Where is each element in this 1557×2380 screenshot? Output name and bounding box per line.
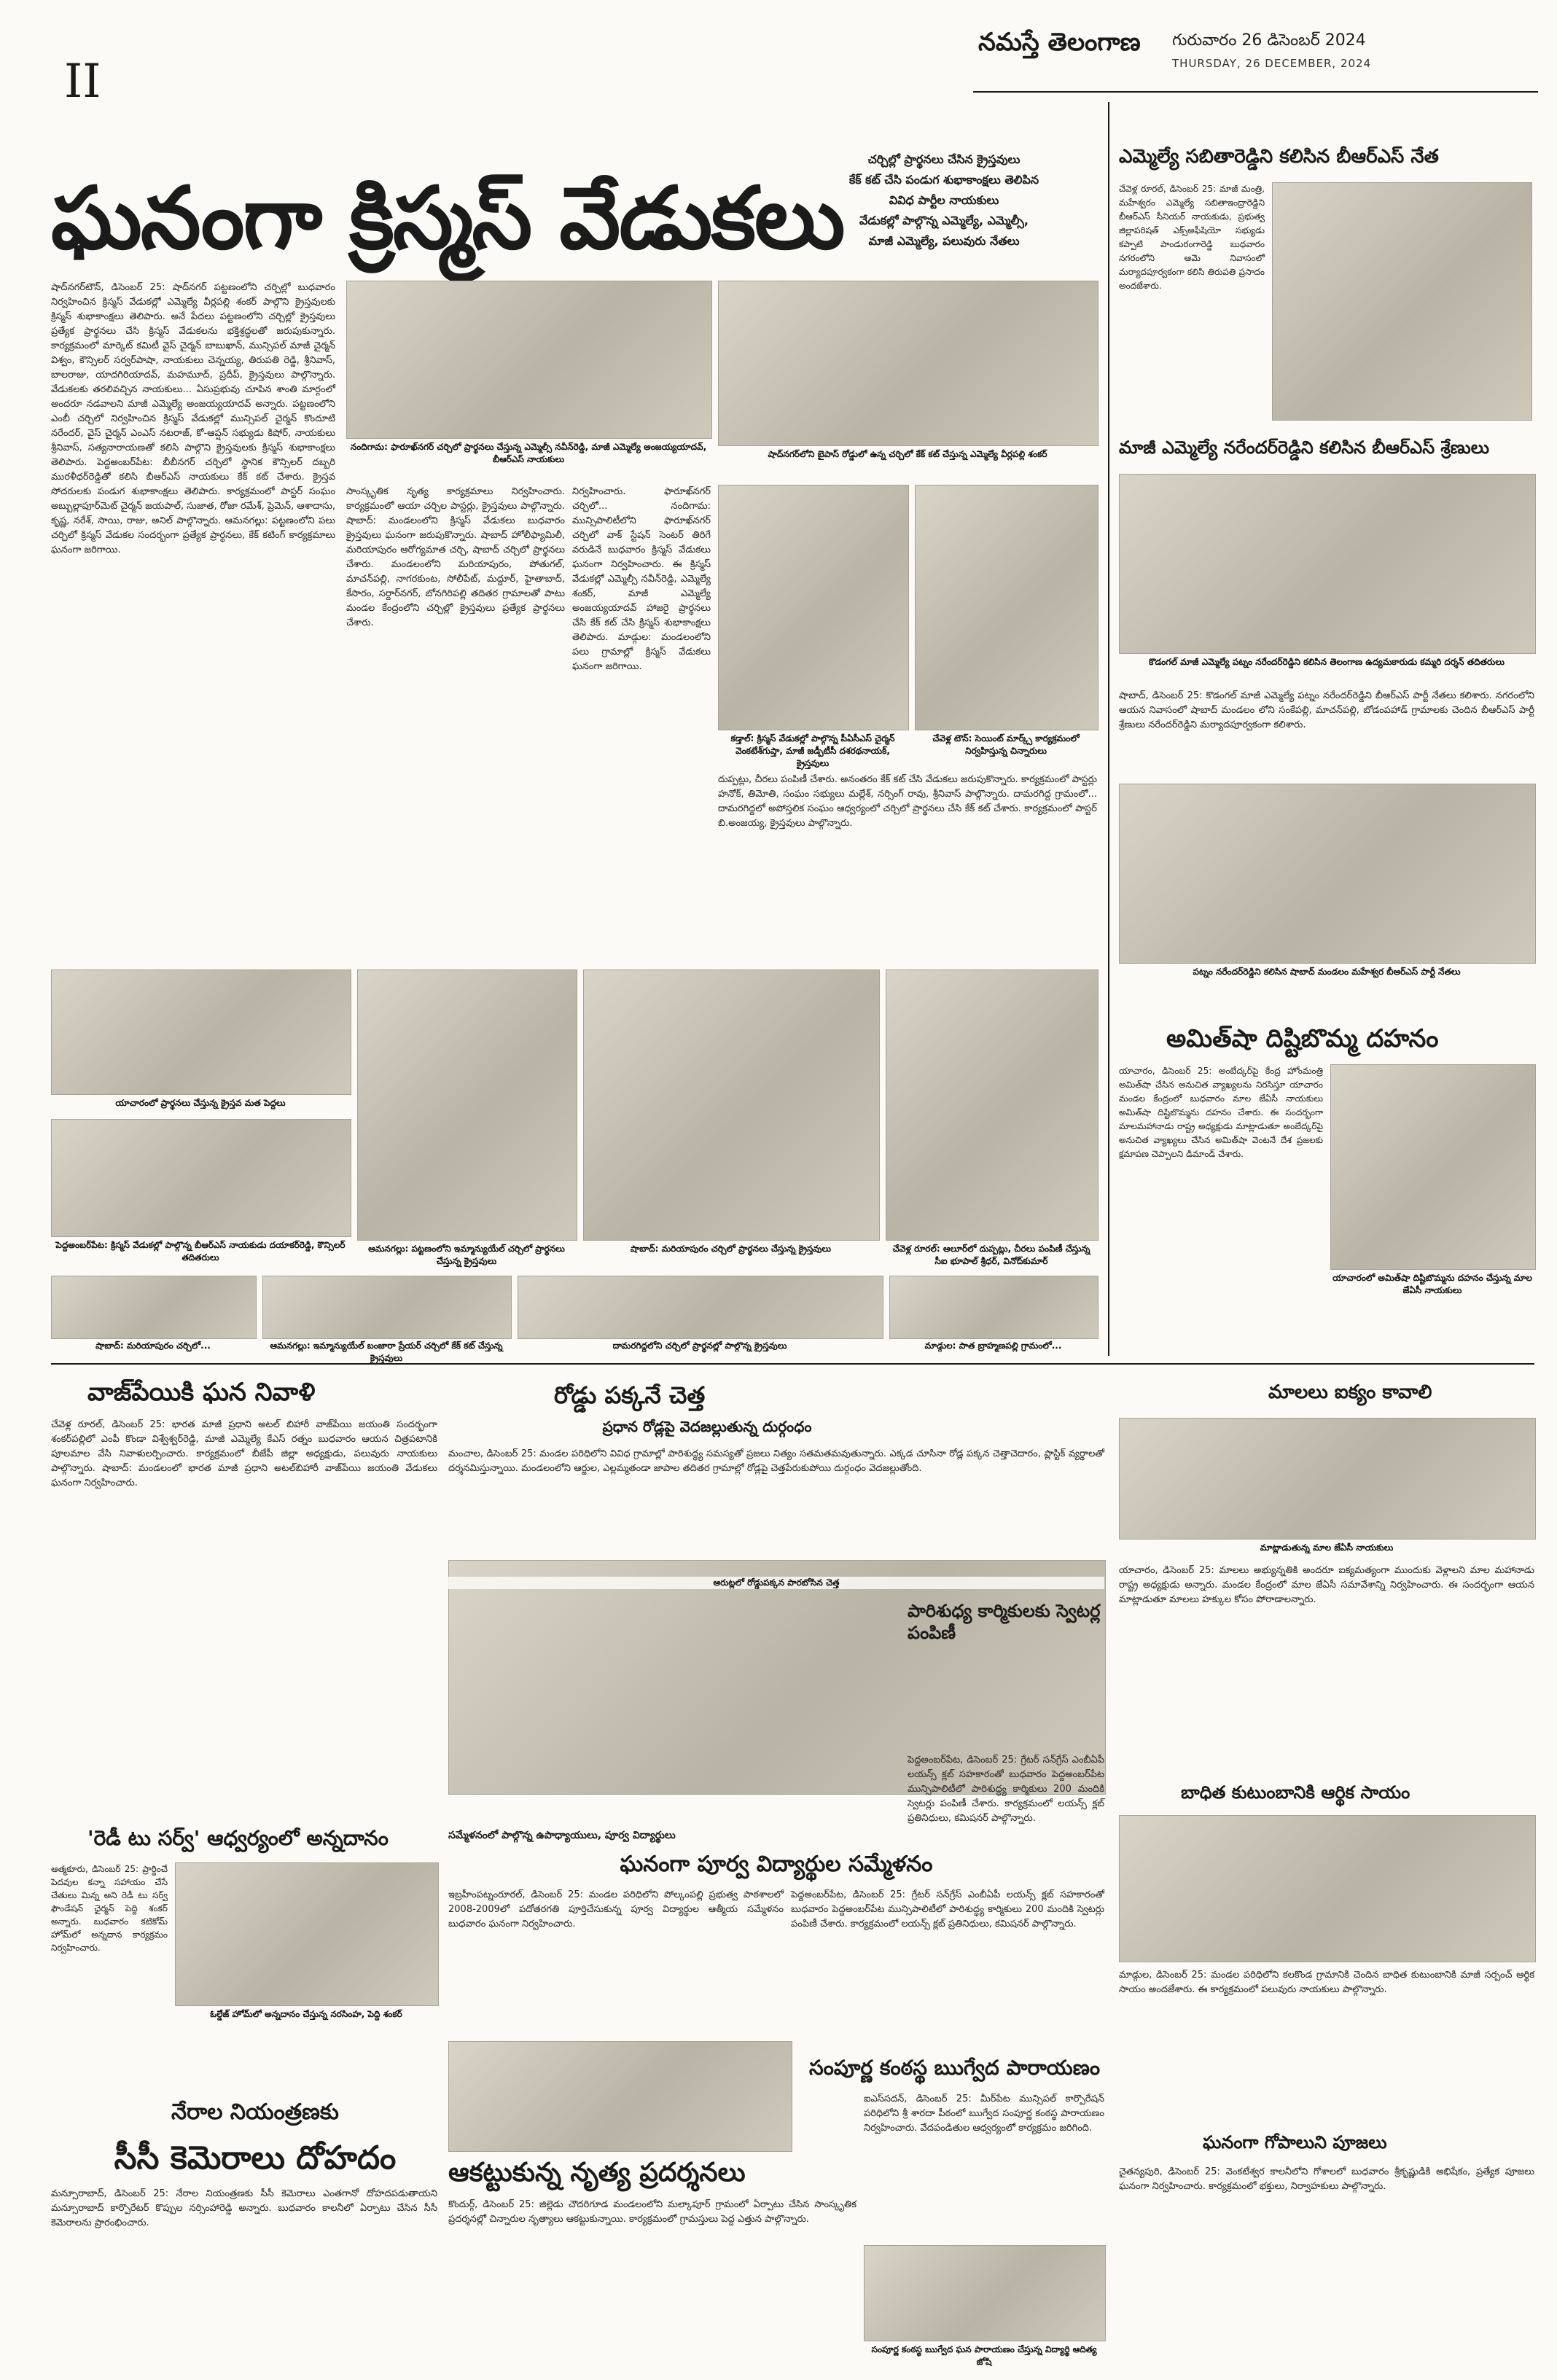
- photo-mariyapuram: [51, 1276, 257, 1339]
- main-deck: [798, 149, 1090, 251]
- photo-madgula: [889, 1276, 1099, 1339]
- deck-line: మాజీ ఎమ్మెల్యే, పలువురు నేతలు: [868, 234, 1020, 248]
- story-head-dance: ఆకట్టుకున్న నృత్య ప్రదర్శనలు: [448, 2158, 746, 2188]
- deck-line: వివిధ పార్టీల నాయకులు: [889, 193, 999, 207]
- deck-line: కేక్ కట్ చేసి పండుగ శుభాకాంక్షలు తెలిపిన: [848, 173, 1039, 187]
- photo-caption: యాచారంలో అమిత్‌షా దిష్టిబొమ్మను దహనం చేస్తున్న మాల జేఏసీ నాయకులు: [1332, 1273, 1532, 1295]
- photo-caption: పెద్దఅంబర్‌పేట: క్రిస్మస్ వేడుకల్లో పాల్గొన్న బీఆర్‌ఎస్ నాయకుడు దయాకర్‌రెడ్డి, కౌన్సిలర్ తదితరులు: [55, 1240, 346, 1263]
- photo-caption: షాబాద్: మరియాపురం చర్చిలో...: [95, 1341, 211, 1351]
- main-story-col4: దుప్పట్లు, చీరలు పంపిణీ చేశారు. అనంతరం కేక్ కట్ చేసి వేడుకలు జరుపుకొన్నారు. కార్యక్రమంలో పాస్టర్లు హనోక్, తిమోతి, సంఘం సభ్యులు మల్లేశ్, నర్సింగ్ రావు, శ్రీనివాస్ పాల్గొన్నారు. దామరగిద్ద గ్రామంలో... దామరగిద్దలో అపోస్తలిక సంఘం ఆధ్వర్యంలో చర్చిలో ప్రార్థనలు చేసి కేక్ కట్ చేశారు. కార్యక్రమంలో పాస్టర్ బి.అంజయ్య, క్రైస్తవులు పాల్గొన్నారు.: [718, 774, 1097, 829]
- photo-yacharam: [51, 969, 351, 1095]
- photo-caption: నందిగామ: ఫారూఖ్‌నగర్ చర్చిలో ప్రార్థనలు చేస్తున్న ఎమ్మెల్సీ నవీన్‌రెడ్డి, మాజీ ఎమ్మెల్యే అంజయ్యయాదవ్, బీఆర్‌ఎస్ నాయకులు: [350, 442, 707, 464]
- story-text-malalu: యాచారం, డిసెంబర్ 25: మాలలు అభ్యున్నతికి అందరూ ఐక్యమత్యంగా ముందుకు వెళ్లాలని మాల మహానాడు రాష్ట్ర అధ్యక్షుడు అన్నారు. మండల కేంద్రంలో మాల జేఏసీ సమావేశాన్ని నిర్వహించారు. ఈ సందర్భంగా ఆయన మాట్లాడుతూ మాలలు హక్కుల కోసం పోరాడాలన్నారు.: [1119, 1565, 1534, 1605]
- page-number: II: [64, 55, 101, 109]
- story-text-readytoserve: ఆత్మకూరు, డిసెంబర్ 25: ప్రార్థించే పెదవుల కన్నా సహాయం చేసే చేతులు మిన్న అని రెడీ టు సర్వ్ ఫౌండేషన్ ఛైర్మన్ పెద్ది శంకర్ అన్నారు. బుధవారం కటికోమ్‌ హోమ్‌లో అన్నదాన కార్యక్రమం నిర్వహించారు.: [51, 1864, 168, 1953]
- photo-baadhita: [1119, 1815, 1536, 1962]
- date-telugu: గురువారం 26 డిసెంబర్ 2024: [1172, 31, 1366, 50]
- story-head-veda: సంపూర్ణ కంఠస్థ ఋగ్వేద పారాయణం: [809, 2056, 1101, 2080]
- date-english: THURSDAY, 26 DECEMBER, 2024: [1172, 57, 1372, 70]
- section-rule: [51, 1363, 1534, 1365]
- story-head-gonala: ఘనంగా గోపాలుని పూజలు: [1203, 2132, 1387, 2153]
- header-rule: [973, 91, 1538, 93]
- photo-peddaamberpet: [51, 1119, 351, 1237]
- photo-caption: దామరగిద్దలోని చర్చిలో ప్రార్థనల్లో పాల్గొన్న క్రైస్తవులు: [612, 1341, 787, 1351]
- deck-line: వేడుకల్లో పాల్గొన్న ఎమ్మెల్యే, ఎమ్మెల్సీ,: [859, 214, 1029, 227]
- photo-caption: చేవెళ్ల రూరల్: ఆలూర్‌లో దుప్పట్లు, చీరలు పంపిణీ చేస్తున్న సీఐ భూపాల్ శ్రీధర్, వినోద్‌కుమార్: [892, 1244, 1090, 1266]
- photo-caption: ఆమనగల్లు: పట్టణంలోని ఇమ్మాన్యుయేల్ చర్చిలో ప్రార్థనలు చేస్తున్న క్రైస్తవులు: [368, 1244, 565, 1266]
- photo-kadthal: [718, 485, 909, 730]
- photo-chevella-rural: [886, 969, 1099, 1241]
- masthead: నమస్తే తెలంగాణ: [978, 28, 1141, 57]
- story-head-vajpayee: వాజ్‌పేయికి ఘన నివాళి: [87, 1378, 316, 1407]
- story-text-veda: ఐఎస్‌సదన్, డిసెంబర్ 25: మీర్‌పేట మున్సిపల్ కార్పొరేషన్ పరిధిలోని శ్రీ శారదా పీఠంలో ఋగ్వేద సంపూర్ణ కంఠస్థ పారాయణం నిర్వహించారు. వేదపండితుల ఆధ్వర్యంలో కార్యక్రమం జరిగింది.: [864, 2094, 1104, 2134]
- photo-caption: మాడ్గుల: పాత బ్రాహ్మణపల్లి గ్రామంలో...: [924, 1341, 1062, 1351]
- story-head-cc: సీసీ కెమెరాలు దోహదం: [114, 2139, 397, 2177]
- story-head-amitshah: అమిత్‌షా దిష్టిబొమ్మ దహనం: [1166, 1024, 1439, 1053]
- story-head-narender: మాజీ ఎమ్మెల్యే నరేందర్‌రెడ్డిని కలిసిన బీఆర్‌ఎస్ శ్రేణులు: [1119, 437, 1490, 458]
- main-headline: ఘనంగా క్రిస్మస్ వేడుకలు: [51, 168, 844, 268]
- story-head-readytoserve: 'రెడీ టు సర్వ్' ఆధ్వర్యంలో అన్నదానం: [87, 1826, 389, 1850]
- story-text-amitshah: యాచారం, డిసెంబర్ 25: అంబేద్కర్‌పై కేంద్ర హోంమంత్రి అమిత్‌షా చేసిన అనుచిత వ్యాఖ్యలను నిరసిస్తూ యాచారం మండల కేంద్రంలో బుధవారం మాల జేఏసీ నాయకులు అమిత్‌షా దిష్టిబొమ్మను దహనం చేశారు. ఈ సందర్భంగా మాలమహానాడు రాష్ట్ర అధ్యక్షుడు మాట్లాడుతూ అంబేద్కర్‌పై అనుచిత వ్యాఖ్యలు చేసిన అమిత్‌షా వెంటనే దేశ ప్రజలకు క్షమాపణ చెప్పాలని డిమాండ్ చేశారు.: [1119, 1066, 1323, 1159]
- alumni-kicker: సమ్మేళనంలో పాల్గొన్న ఉపాధ్యాయులు, పూర్వ విద్యార్థులు: [448, 1830, 676, 1841]
- story-text-narender: షాబాద్, డిసెంబర్ 25: కొడంగల్ మాజీ ఎమ్మెల్యే పట్నం నరేందర్‌రెడ్డిని బీఆర్‌ఎస్ పార్టీ నేతలు కలిశారు. నగరంలోని ఆయన నివాసంలో షాబాద్ మండలం లోని సంకేపల్లి, మాచన్‌పల్లి, బోడంపహాడ్ గ్రామాలకు చెందిన బీఆర్‌ఎస్ పార్టీ శ్రేణులు నరేందర్‌రెడ్డిని మర్యాదపూర్వకంగా కలిశారు.: [1119, 690, 1534, 730]
- photo-caption: ఓల్డేజ్ హోమ్‌లో అన్నదానం చేస్తున్న నరసింహ, పెద్ది శంకర్: [210, 2009, 402, 2019]
- story-text-dance: కొందుర్గ్, డిసెంబర్ 25: జిల్లెడు చౌదరిగూడ మండలంలోని మల్కాపూర్ గ్రామంలో ఏర్పాటు చేసిన సాంస్కృతిక ప్రదర్శనల్లో చిన్నారుల నృత్యాలు ఆకట్టుకున్నాయి. కార్యక్రమంలో గ్రామస్తులు పెద్ద ఎత్తున పాల్గొన్నారు.: [448, 2199, 856, 2225]
- story-text-baadhita: మాడ్గుల, డిసెంబర్ 25: మండల పరిధిలోని కలకొండ గ్రామానికి చెందిన బాధిత కుటుంబానికి మాజీ సర్పంచ్ ఆర్థిక సాయం అందజేశారు. ఈ కార్యక్రమంలో పలువురు నాయకులు పాల్గొన్నారు.: [1119, 1970, 1534, 1995]
- photo-caption: చేవెళ్ల టౌన్: సెయింట్ మార్క్స్ కార్యక్రమంలో నిర్వహిస్తున్న చిన్నారులు: [932, 733, 1080, 756]
- column-divider: [1108, 102, 1109, 1356]
- story-head-sabitha: ఎమ్మెల్యే సబితారెడ్డిని కలిసిన బీఆర్‌ఎస్ నేత: [1119, 146, 1439, 168]
- photo-nandigama: [346, 281, 712, 439]
- story-head-malalu: మాలలు ఐక్యం కావాలి: [1268, 1381, 1432, 1403]
- photo-shabad: [583, 969, 880, 1241]
- story-head-baadhita: బాధిత కుటుంబానికి ఆర్థిక సాయం: [1181, 1782, 1410, 1803]
- photo-caption: కొడంగల్ మాజీ ఎమ్మెల్యే పట్నం నరేందర్‌రెడ్డిని కలిసిన తెలంగాణ ఉద్యమకారుడు కమ్మరి దర్శన్ తదితరులు: [1149, 657, 1505, 667]
- story-sub-road: ప్రధాన రోడ్లపై వెదజల్లుతున్న దుర్గంధం: [602, 1418, 812, 1435]
- main-story-col3: నిర్వహించారు. ఫారూఖ్‌నగర్ చర్చిలో... నందిగామ: మున్సిపాలిటీలోని ఫారూఖ్‌నగర్ చర్చిలో వాక్ స్టేషన్ సెంటర్‌ తిరిగే వరుడినే బుధవారం క్రిస్మస్ వేడుకలు ఘనంగా నిర్వహించారు. ఈ క్రిస్మస్ వేడుకల్లో ఎమ్మెల్సీ నవీన్‌రెడ్డి, ఎమ్మెల్యే శంకర్, మాజీ ఎమ్మెల్యే అంజయ్యయాదవ్ హాజరై ప్రార్థనలు చేసి కేక్ కట్ చేసి క్రిస్మస్ శుభాకాంక్షలు తెలిపారు. మాడ్గుల: మండలంలోని పలు గ్రామాల్లో క్రిస్మస్ వేడుకలు ఘనంగా జరిగాయి.: [572, 486, 711, 672]
- deck-line: చర్చిల్లో ప్రార్థనలు చేసిన క్రైస్తవులు: [867, 152, 1021, 166]
- story-text-sabitha: చేవెళ్ల రూరల్, డిసెంబర్ 25: మాజీ మంత్రి, మహేశ్వరం ఎమ్మెల్యే సబితాఇంద్రారెడ్డిని బీఆర్‌ఎస్ సీనియర్ నాయకుడు, ప్రభుత్వ జిల్లాపరిషత్ ఎక్స్‌అఫీషియో సభ్యుడు కప్పాటి పాండురంగారెడ్డి బుధవారం నగరంలోని ఆమె నివాసంలో మర్యాదపూర్వకంగా కలిసి తిరుపతి ప్రసాదం అందజేశారు.: [1119, 184, 1265, 291]
- photo-caption: పట్నం నరేందర్‌రెడ్డిని కలిసిన షాబాద్ మండలం మహేశ్వర బీఆర్‌ఎస్ పార్టీ నేతలు: [1193, 967, 1461, 977]
- photo-amangal: [357, 969, 577, 1241]
- photo-chevella: [915, 485, 1099, 730]
- photo-caption: ఆరుట్లలో రోడ్డుపక్కన పారబోసిన చెత్త: [448, 1577, 1104, 1589]
- story-text-alumni: ఇబ్రహీంపట్నంరూరల్, డిసెంబర్ 25: మండల పరిధిలోని పోల్కంపల్లి ప్రభుత్వ పాఠశాలలో 2008-2009లో పదోతరగతి పూర్తిచేసుకున్న పూర్వ విద్యార్థుల ఆత్మీయ సమ్మేళనం బుధవారం ఘనంగా నిర్వహించారు.: [448, 1889, 784, 1930]
- photo-sabitha: [1272, 182, 1532, 421]
- photo-veda: [864, 2245, 1106, 2341]
- photo-malalu: [1119, 1418, 1536, 1540]
- story-text-cc: మన్సూరాబాద్, డిసెంబర్ 25: నేరాల నియంత్రణకు సీసీ కెమెరాలు ఎంతగానో దోహదపడుతాయని మన్సూరాబాద్ కార్పొరేటర్ కొప్పుల నర్సింహారెడ్డి అన్నారు. బుధవారం కాలనీలో ఏర్పాటు చేసిన సీసీ కెమెరాలను ప్రారంభించారు.: [51, 2188, 437, 2228]
- photo-caption: మాట్లాడుతున్న మాల జేఏసీ నాయకులు: [1260, 1542, 1394, 1553]
- story-head-alumni: ఘనంగా పూర్వ విద్యార్థుల సమ్మేళనం: [620, 1852, 933, 1877]
- photo-caption: ఆమనగల్లు: ఇమ్మాన్యుయేల్ బంజారా ప్రేయర్ చర్చిలో కేక్ కట్ చేస్తున్న క్రైస్తవులు: [270, 1341, 503, 1363]
- story-head-road: రోడ్డు పక్కనే చెత్త: [554, 1381, 706, 1409]
- main-story-col1: షాద్‌నగర్‌టౌన్, డిసెంబర్ 25: షాద్‌నగర్ పట్టణంలోని చర్చిల్లో బుధవారం నిర్వహించిన క్రిస్మస్ వేడుకల్లో ఎమ్మెల్యే వీర్లపల్లి శంకర్ పాల్గొని క్రైస్తవులకు క్రిస్మస్ శుభాకాంక్షలు తెలిపారు. అనే పేదలు పట్టణంలోని చర్చిల్లో క్రైస్తవులు ప్రత్యేక ప్రార్థనలు చేసి క్రిస్మస్ వేడుకలను భక్తిశ్రద్ధలతో జరుపుకున్నారు. కార్యక్రమంలో మార్కెట్ కమిటీ వైస్ చైర్మన్ బాబుఖాన్, మున్సిపల్ మాజీ చైర్మన్ విశ్వం, కౌన్సిలర్ సర్వర్‌పాషా, నాయకులు చెన్నయ్య, తిరుపతి రెడ్డి, శ్రీనివాస్, బాలరాజు, యాదగిరియాదవ్, మహమూద్, ప్రదీప్, క్రైస్తవులు పాల్గొన్నారు. వేడుకలకు తరలివచ్చిన నాయకులు... ఏసుప్రభువు చూపిన శాంతి మార్గంలో అందరూ నడవాలని మాజీ ఎమ్మెల్యే అంజయ్యయాదవ్ అన్నారు. పట్టణంలోని ఎంబీ చర్చిలో నిర్వహించిన క్రిస్మస్ వేడుకల్లో మున్సిపల్ చైర్మన్ కొందూటి నరేందర్, వైస్ చైర్మన్ ఎంఎస్ నటరాజ్, కో-ఆప్షన్ సభ్యుడు కిషోర్, నాయకులు శ్రీనివాస్, సత్యనారాయణతో కలిసి పాల్గొని క్రైస్తవులకు క్రిస్మస్ శుభాకాంక్షలు తెలిపారు. పెద్దఅంబర్‌పేట: బీబీనగర్ చర్చిలో స్థానిక కౌన్సిలర్ దబ్బరి మురళీధర్‌రెడ్డితో కలిసి బీఆర్‌ఎస్ నాయకులు కేక్ కట్ చేశారు. క్రైస్తవ సోదరులకు పండుగ శుభాకాంక్షలు తెలిపారు. కార్యక్రమంలో పాస్టర్ సంఘం అబ్బుల్లాపూర్‌మెట్ చైర్మన్ జయపాల్, సుజాత, రోజా రమేశ్, ప్రెమెన్, ఆశాదాసు, కృష్ణ, నరేశ్, సాయి, రాజు, అనిల్ పాల్గొన్నారు. ఆమనగల్లు: పట్టణంలోని పలు చర్చిలో క్రిస్మస్ వేడుకల సందర్భంగా ప్రత్యేక ప్రార్థనలు, కేక్ కటింగ్ కార్యక్రమాలు ఘనంగా జరిగాయి.: [51, 282, 335, 555]
- photo-dance: [448, 2041, 792, 2152]
- photo-amangal-banjara: [262, 1276, 512, 1339]
- photo-caption: కడ్తాల్: క్రిస్మస్ వేడుకల్లో పాల్గొన్న పీఏసీఎస్ చైర్మన్ వెంకటేశ్‌గుప్తా, మాజీ జడ్పీటీసీ దశరథనాయక్, క్రైస్తవులు: [730, 733, 895, 768]
- story-text-sanitation: పెద్దఅంబర్‌పేట, డిసెంబర్ 25: గ్రేటర్ సన్‌గ్రేస్ ఎంబీఏపీ లయన్స్ క్లబ్ సహకారంతో బుధవారం పెద్దఅంబర్‌పేట మున్సిపాలిటీలో పారిశుద్ధ్య కార్మికులు 200 మందికి స్వెటర్లు పంపిణీ చేశారు. కార్యక్రమంలో లయన్స్ క్లబ్ ప్రతినిధులు, కమిషనర్ పాల్గొన్నారు.: [791, 1889, 1104, 1930]
- photo-caption: షాద్‌నగర్‌లోని బైపాస్ రోడ్డులో ఉన్న చర్చిలో కేక్ కట్ చేస్తున్న ఎమ్మెల్యే వీర్లపల్లి శంకర్: [768, 449, 1047, 459]
- photo-amitshah: [1330, 1064, 1536, 1270]
- photo-narender-2: [1119, 784, 1536, 964]
- cc-kicker: నేరాల నియంత్రణకు: [171, 2099, 339, 2125]
- story-text-vajpayee: చేవెళ్ల రూరల్, డిసెంబర్ 25: భారత మాజీ ప్రధాని అటల్ బిహారీ వాజ్‌పేయి జయంతి సందర్భంగా శంకర్‌పల్లిలో ఎంపీ కొండా విశ్వేశ్వర్‌రెడ్డి, మాజీ ఎమ్మెల్యే కేఎస్ రత్నం బుధవారం ఆయన చిత్రపటానికి పూలమాల వేసి నివాళులర్పించారు. కార్యక్రమంలో బీజేపీ జిల్లా అధ్యక్షుడు, పలువురు నాయకులు పాల్గొన్నారు. షాబాద్: మండలంలో భారత మాజీ ప్రధాని అటల్‌బిహారీ వాజ్‌పేయి జయంతి వేడుకలు ఘనంగా నిర్వహించారు.: [51, 1419, 437, 1489]
- story-text-road: మంచాల, డిసెంబర్ 25: మండల పరిధిలోని వివిధ గ్రామాల్లో పారిశుద్ధ్య సమస్యతో ప్రజలు నిత్యం సతమతమవుతున్నారు. ఎక్కడ చూసినా రోడ్ల పక్కన చెత్తాచెదారం, ప్లాస్టిక్ వ్యర్థాలతో దర్శనమిస్తున్నాయి. మండలంలోని ఆర్జుల, ఎల్లమ్మతండా జాపాల తదితర గ్రామాల్లో రోడ్లపై చెత్తపేరుకుపోయి దుర్గంధం వెదజల్లుతోంది.: [448, 1448, 1104, 1474]
- story-text-gonala: చైతన్యపురి, డిసెంబర్ 25: వెంకటేశ్వర కాలనీలోని గోశాలలో బుధవారం శ్రీకృష్ణుడికి అభిషేకం, ప్రత్యేక పూజలు ఘనంగా నిర్వహించారు. కార్యక్రమంలో భక్తులు, నిర్వాహకులు పాల్గొన్నారు.: [1119, 2166, 1534, 2192]
- story-head-sanitation: పారిశుధ్య కార్మికులకు స్వెటర్ల పంపిణీ: [908, 1601, 1101, 1643]
- photo-damaragidda: [518, 1276, 883, 1339]
- story-text-sanitation-short: పెద్దఅంబర్‌పేట, డిసెంబర్ 25: గ్రేటర్ సన్‌గ్రేస్ ఎంబీఏపీ లయన్స్ క్లబ్ సహకారంతో బుధవారం పెద్దఅంబర్‌పేట మున్సిపాలిటీలో పారిశుద్ధ్య కార్మికులు 200 మందికి స్వెటర్లు పంపిణీ చేశారు. కార్యక్రమంలో లయన్స్ క్లబ్ ప్రతినిధులు, కమిషనర్ పాల్గొన్నారు.: [908, 1755, 1104, 1824]
- photo-caption: యాచారంలో ప్రార్థనలు చేస్తున్న క్రైస్తవ మత పెద్దలు: [115, 1098, 286, 1108]
- photo-caption: షాబాద్: మరియాపురం చర్చిలో ప్రార్థనలు చేస్తున్న క్రైస్తవులు: [630, 1244, 832, 1254]
- photo-shadnagar: [718, 281, 1099, 446]
- main-story-col2: సాంస్కృతిక నృత్య కార్యక్రమాలు నిర్వహించారు. కార్యక్రమంలో ఆయా చర్చిల పాస్టర్లు, క్రైస్తవులు పాల్గొన్నారు. షాబాద్: మండలంలోని క్రిస్మస్ వేడుకలు బుధవారం క్రైస్తవులు ఘనంగా జరుపుకొన్నారు. షాబాద్ హోలీఫ్యామిలీ, మరియాపురం ఆరోగ్యమాత చర్చి, షాబాద్ చర్చిలో ప్రార్థనలు చేశారు. మండలంలోని మరియాపురం, పోతుగల్, మాచన్‌పల్లి, నాగరకుంట, సోలీపేట్, మద్దూర్, హైతాబాద్, కేసారం, సర్దార్‌నగర్, బోనగిరిపల్లి తదితర గ్రామాలతో పాటు మండల కేంద్రంలోని చర్చిల్లో క్రైస్తవులు ప్రత్యేక ప్రార్థనలు చేశారు.: [346, 486, 565, 628]
- photo-readytoserve: [175, 1862, 439, 2006]
- photo-caption: సంపూర్ణ కంఠస్థ ఋగ్వేద ఘన పారాయణం చేస్తున్న విద్యార్థి ఆదిత్య జోషి: [871, 2344, 1097, 2367]
- photo-narender: [1119, 474, 1536, 654]
